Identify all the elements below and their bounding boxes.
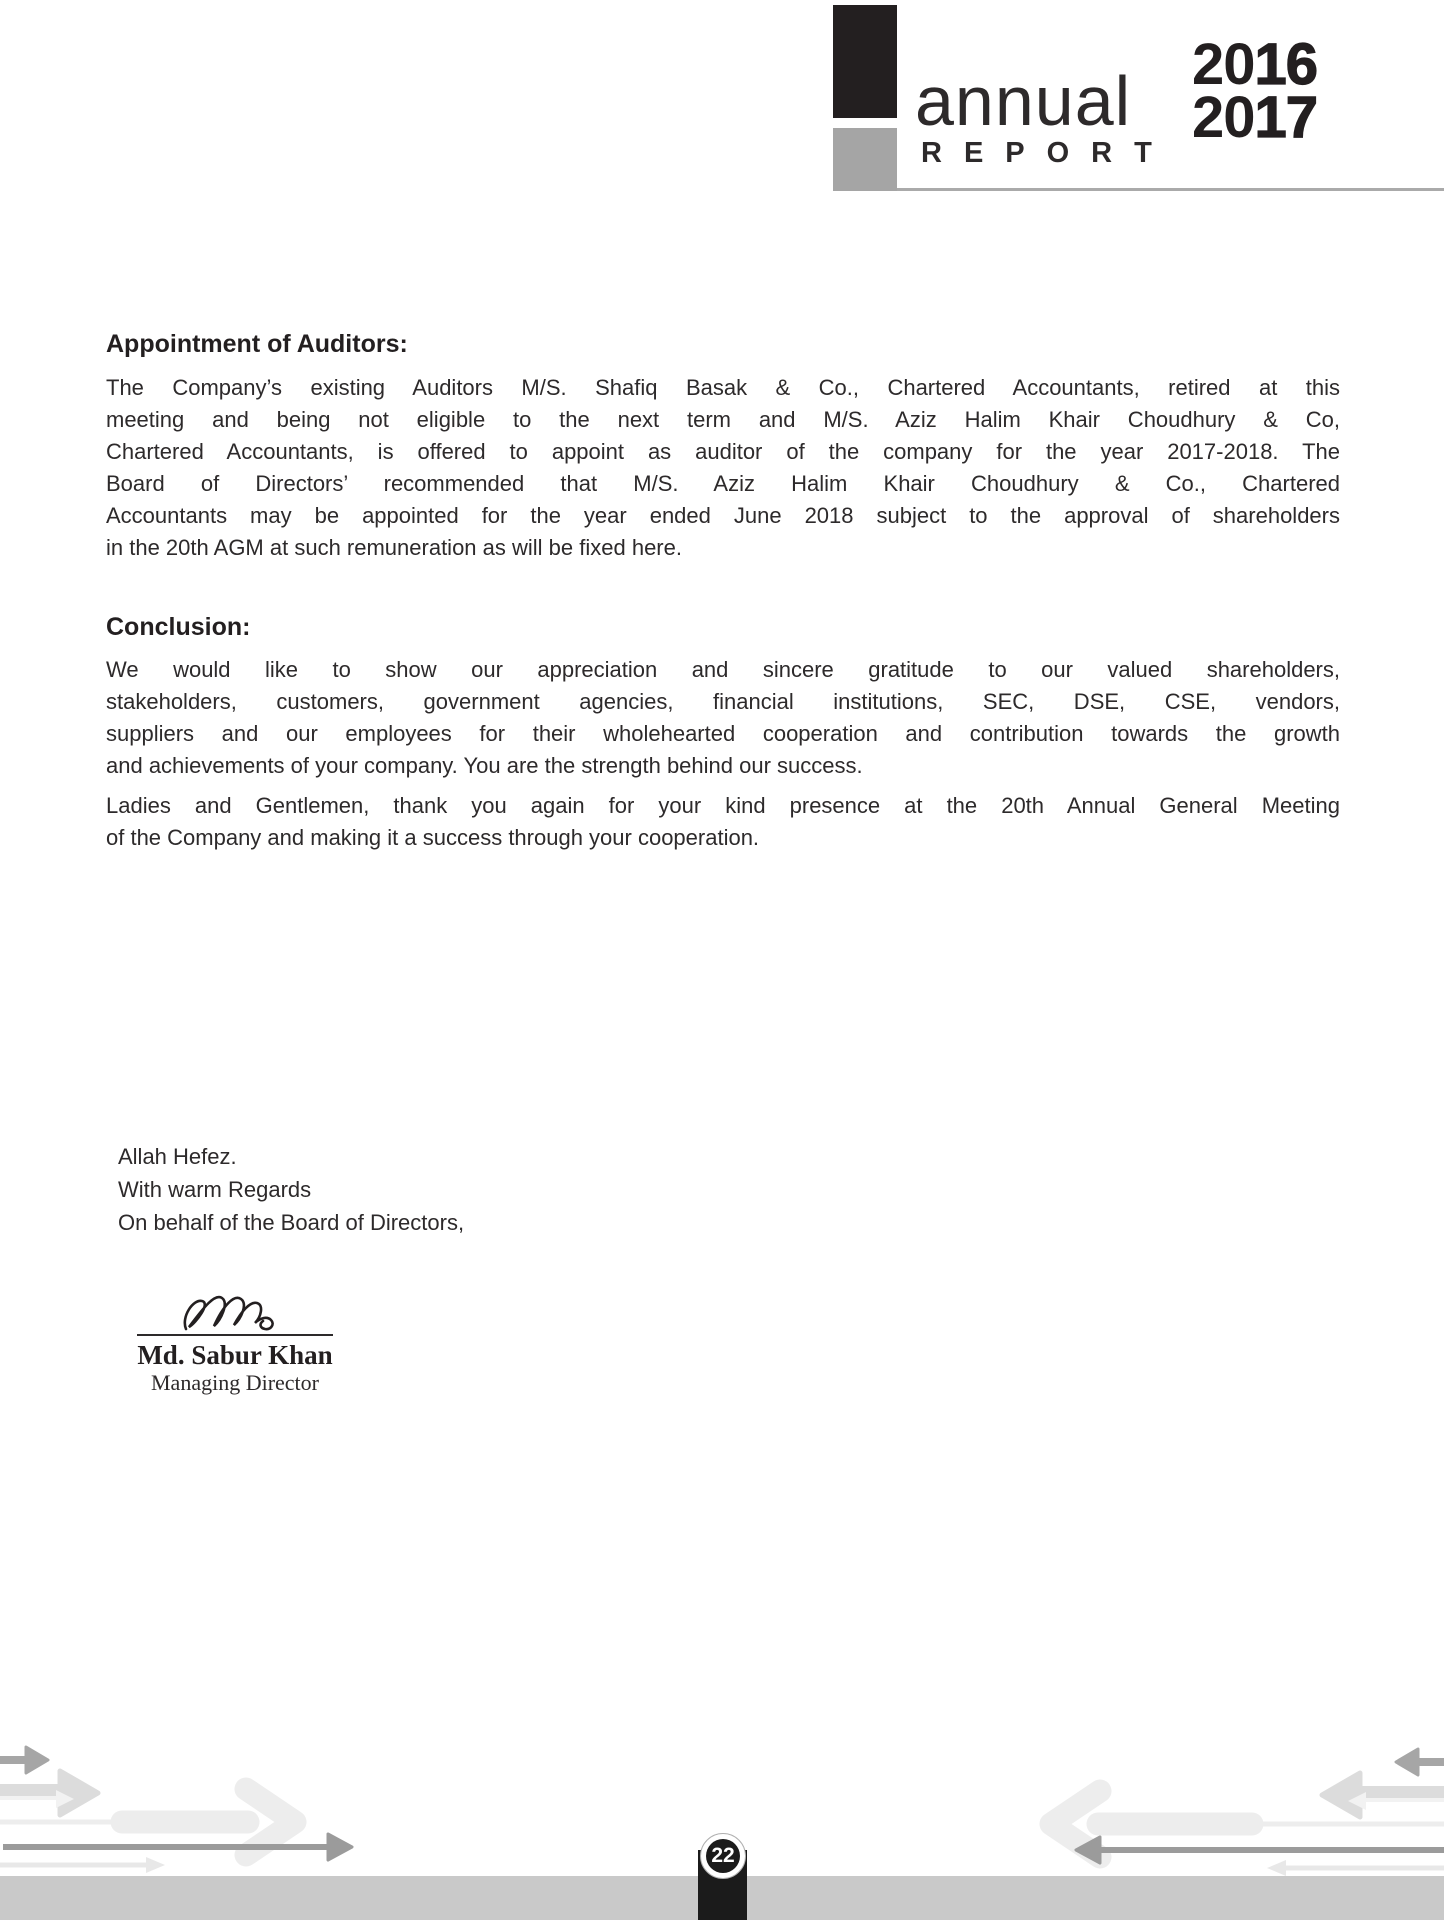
signoff-line: Allah Hefez. <box>118 1144 237 1169</box>
page-number: 22 <box>706 1839 740 1873</box>
logo-gray-block <box>833 128 897 191</box>
text-line: of the Company and making it a success through your cooperation. <box>106 825 760 850</box>
signoff-line: With warm Regards <box>118 1177 312 1202</box>
signature-scribble-icon <box>180 1291 280 1335</box>
arrows-left-icon <box>994 1738 1444 1878</box>
text-line: Ladies and Gentlemen, thank you again for your kind presence at the 20th Annual General Meeting <box>106 793 1340 818</box>
paragraph-conclusion-1 <box>106 654 1340 782</box>
text-line: Accountants may be appointed for the year ended June 2018 subject to the approval of shareholders <box>106 503 1340 528</box>
header-rule <box>897 188 1444 191</box>
text-line: meeting and being not eligible to the next term and M/S. Aziz Halim Khair Choudhury & Co, <box>106 407 1340 432</box>
signature-rule <box>137 1334 333 1336</box>
logo-black-block <box>833 5 897 118</box>
section-heading-conclusion: Conclusion: <box>106 613 251 641</box>
logo-years <box>1192 32 1318 150</box>
text-line: stakeholders, customers, government agencies, financial institutions, SEC, DSE, CSE, vendors, <box>106 689 1340 714</box>
arrows-right-icon <box>0 1738 400 1878</box>
signature-name: Md. Sabur Khan <box>137 1340 333 1370</box>
paragraph-auditors <box>106 372 1340 564</box>
section-heading-auditors: Appointment of Auditors: <box>106 330 408 358</box>
text-line: We would like to show our appreciation and sincere gratitude to our valued shareholders, <box>106 657 1340 682</box>
logo-annual-text: annual <box>915 62 1132 140</box>
text-line: and achievements of your company. You are the strength behind our success. <box>106 753 863 778</box>
text-line: Chartered Accountants, is offered to appoint as auditor of the company for the year 2017-2018. The <box>106 439 1340 464</box>
logo-report-text: REPORT <box>921 137 1174 169</box>
logo-year-2017: 2017 <box>1192 85 1318 150</box>
signature-title: Managing Director <box>151 1370 319 1395</box>
signoff-line: On behalf of the Board of Directors, <box>118 1210 465 1235</box>
text-line: Board of Directors’ recommended that M/S. Aziz Halim Khair Choudhury & Co., Chartered <box>106 471 1340 496</box>
text-line: suppliers and our employees for their wholehearted cooperation and contribution towards the growth <box>106 721 1340 746</box>
paragraph-conclusion-2 <box>106 790 1340 854</box>
text-line: in the 20th AGM at such remuneration as will be fixed here. <box>106 535 682 560</box>
logo-year-2016: 2016 <box>1192 32 1318 97</box>
signoff-block <box>118 1140 818 1239</box>
text-line: The Company’s existing Auditors M/S. Shafiq Basak & Co., Chartered Accountants, retired at this <box>106 375 1340 400</box>
